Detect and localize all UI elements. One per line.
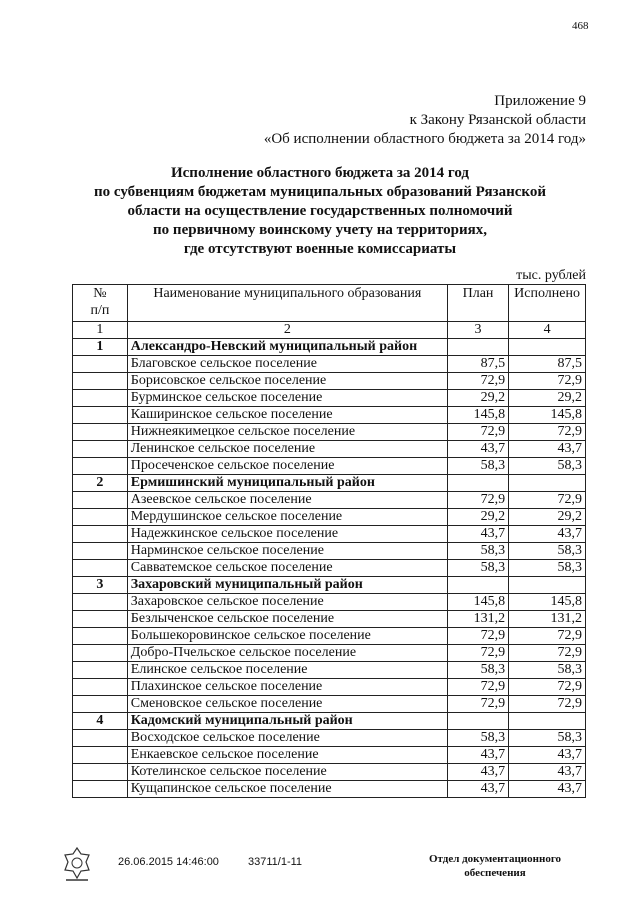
plan-value: 58,3 — [447, 730, 508, 747]
region-plan-empty — [447, 713, 508, 730]
done-value: 87,5 — [509, 356, 586, 373]
settlement-name: Восходское сельское поселение — [127, 730, 447, 747]
done-value: 72,9 — [509, 492, 586, 509]
table-row — [73, 747, 586, 764]
region-name: Александро-Невский муниципальный район — [127, 339, 447, 356]
row-number-empty — [73, 509, 128, 526]
region-plan-empty — [447, 577, 508, 594]
footer-dept-line-1: Отдел документационного — [428, 853, 562, 865]
row-number-empty — [73, 543, 128, 560]
settlement-name: Елинское сельское поселение — [127, 662, 447, 679]
row-number-empty — [73, 373, 128, 390]
title-line-1: Исполнение областного бюджета за 2014 год — [170, 165, 470, 181]
region-row — [73, 713, 586, 730]
header-num — [73, 285, 128, 322]
region-number: 1 — [73, 339, 128, 356]
plan-value: 145,8 — [447, 407, 508, 424]
table-row — [73, 662, 586, 679]
table-row — [73, 441, 586, 458]
header-num-line-1: № — [93, 286, 107, 301]
done-value: 43,7 — [509, 781, 586, 798]
plan-value: 58,3 — [447, 543, 508, 560]
plan-value: 29,2 — [447, 509, 508, 526]
plan-value: 72,9 — [447, 628, 508, 645]
region-done-empty — [509, 339, 586, 356]
plan-value: 43,7 — [447, 441, 508, 458]
row-number-empty — [73, 441, 128, 458]
settlement-name: Большекоровинское сельское поселение — [127, 628, 447, 645]
header-num-line-2: п/п — [90, 303, 110, 318]
table-row — [73, 458, 586, 475]
settlement-name: Каширинское сельское поселение — [127, 407, 447, 424]
done-value: 72,9 — [509, 628, 586, 645]
plan-value: 72,9 — [447, 492, 508, 509]
table-row — [73, 373, 586, 390]
settlement-name: Ленинское сельское поселение — [127, 441, 447, 458]
settlement-name: Добро-Пчельское сельское поселение — [127, 645, 447, 662]
region-number: 3 — [73, 577, 128, 594]
settlement-name: Савватемское сельское поселение — [127, 560, 447, 577]
region-done-empty — [509, 713, 586, 730]
plan-value: 43,7 — [447, 781, 508, 798]
table-row — [73, 390, 586, 407]
settlement-name: Просеченское сельское поселение — [127, 458, 447, 475]
row-number-empty — [73, 424, 128, 441]
settlement-name: Захаровское сельское поселение — [127, 594, 447, 611]
done-value: 58,3 — [509, 560, 586, 577]
plan-value: 72,9 — [447, 679, 508, 696]
settlement-name: Азеевское сельское поселение — [127, 492, 447, 509]
settlement-name: Сменовское сельское поселение — [127, 696, 447, 713]
row-number-empty — [73, 458, 128, 475]
settlement-name: Енкаевское сельское поселение — [127, 747, 447, 764]
header-name: Наименование муниципального образования — [127, 285, 447, 322]
appendix-line-3: «Об исполнении областного бюджета за 2014 год» — [263, 131, 586, 147]
row-number-empty — [73, 356, 128, 373]
row-number-empty — [73, 764, 128, 781]
column-index-row — [73, 322, 586, 339]
done-value: 72,9 — [509, 424, 586, 441]
done-value: 29,2 — [509, 509, 586, 526]
table-row — [73, 509, 586, 526]
done-value: 43,7 — [509, 747, 586, 764]
footer-department — [410, 852, 580, 880]
region-name: Кадомский муниципальный район — [127, 713, 447, 730]
appendix-line-2: к Закону Рязанской области — [409, 112, 586, 128]
done-value: 29,2 — [509, 390, 586, 407]
region-done-empty — [509, 475, 586, 492]
plan-value: 58,3 — [447, 560, 508, 577]
table-row — [73, 730, 586, 747]
settlement-name: Безлыченское сельское поселение — [127, 611, 447, 628]
title-line-3: области на осуществление государственных полномочий — [127, 203, 513, 219]
done-value: 72,9 — [509, 696, 586, 713]
settlement-name: Благовское сельское поселение — [127, 356, 447, 373]
footer-dept-line-2: обеспечения — [464, 867, 526, 879]
table-row — [73, 526, 586, 543]
plan-value: 43,7 — [447, 747, 508, 764]
row-number-empty — [73, 781, 128, 798]
row-number-empty — [73, 747, 128, 764]
plan-value: 58,3 — [447, 662, 508, 679]
row-number-empty — [73, 526, 128, 543]
appendix-block — [264, 92, 586, 149]
plan-value: 43,7 — [447, 526, 508, 543]
region-number: 4 — [73, 713, 128, 730]
table-row — [73, 424, 586, 441]
region-row — [73, 475, 586, 492]
budget-table — [72, 284, 586, 798]
settlement-name: Котелинское сельское поселение — [127, 764, 447, 781]
appendix-line-1: Приложение 9 — [494, 93, 586, 109]
table-row — [73, 594, 586, 611]
region-done-empty — [509, 577, 586, 594]
index-cell: 2 — [127, 322, 447, 339]
title-line-2: по субвенциям бюджетам муниципальных образований Рязанской — [94, 184, 546, 200]
row-number-empty — [73, 594, 128, 611]
table-row — [73, 628, 586, 645]
plan-value: 145,8 — [447, 594, 508, 611]
table-row — [73, 611, 586, 628]
row-number-empty — [73, 696, 128, 713]
row-number-empty — [73, 560, 128, 577]
table-row — [73, 679, 586, 696]
done-value: 145,8 — [509, 407, 586, 424]
settlement-name: Мердушинское сельское поселение — [127, 509, 447, 526]
row-number-empty — [73, 390, 128, 407]
plan-value: 43,7 — [447, 764, 508, 781]
index-cell: 4 — [509, 322, 586, 339]
region-plan-empty — [447, 339, 508, 356]
settlement-name: Нижнеякимецкое сельское поселение — [127, 424, 447, 441]
table-row — [73, 764, 586, 781]
plan-value: 58,3 — [447, 458, 508, 475]
done-value: 72,9 — [509, 645, 586, 662]
emblem-icon — [62, 846, 92, 882]
row-number-empty — [73, 645, 128, 662]
table-row — [73, 543, 586, 560]
title-line-4: по первичному воинскому учету на территориях, — [153, 222, 487, 238]
done-value: 58,3 — [509, 662, 586, 679]
title-line-5: где отсутствуют военные комиссариаты — [183, 241, 457, 257]
index-cell: 3 — [447, 322, 508, 339]
region-name: Ермишинский муниципальный район — [127, 475, 447, 492]
settlement-name: Борисовское сельское поселение — [127, 373, 447, 390]
table-row — [73, 645, 586, 662]
page-number: 468 — [572, 20, 589, 32]
settlement-name: Бурминское сельское поселение — [127, 390, 447, 407]
plan-value: 72,9 — [447, 645, 508, 662]
row-number-empty — [73, 679, 128, 696]
plan-value: 29,2 — [447, 390, 508, 407]
table-row — [73, 696, 586, 713]
row-number-empty — [73, 730, 128, 747]
done-value: 43,7 — [509, 441, 586, 458]
table-header-row — [73, 285, 586, 322]
header-done: Исполнено — [509, 285, 586, 322]
plan-value: 87,5 — [447, 356, 508, 373]
region-plan-empty — [447, 475, 508, 492]
plan-value: 72,9 — [447, 424, 508, 441]
document-title — [60, 164, 580, 259]
row-number-empty — [73, 407, 128, 424]
settlement-name: Плахинское сельское поселение — [127, 679, 447, 696]
done-value: 131,2 — [509, 611, 586, 628]
table-row — [73, 407, 586, 424]
settlement-name: Нарминское сельское поселение — [127, 543, 447, 560]
region-row — [73, 577, 586, 594]
done-value: 145,8 — [509, 594, 586, 611]
footer-datetime: 26.06.2015 14:46:00 — [118, 856, 219, 868]
done-value: 72,9 — [509, 679, 586, 696]
table-row — [73, 492, 586, 509]
table-row — [73, 356, 586, 373]
settlement-name: Надежкинское сельское поселение — [127, 526, 447, 543]
plan-value: 131,2 — [447, 611, 508, 628]
table-row — [73, 560, 586, 577]
done-value: 72,9 — [509, 373, 586, 390]
plan-value: 72,9 — [447, 696, 508, 713]
units-label: тыс. рублей — [516, 268, 586, 283]
plan-value: 72,9 — [447, 373, 508, 390]
done-value: 58,3 — [509, 458, 586, 475]
region-row — [73, 339, 586, 356]
settlement-name: Кущапинское сельское поселение — [127, 781, 447, 798]
index-cell: 1 — [73, 322, 128, 339]
footer-doc-id: 33711/1-11 — [248, 856, 303, 868]
row-number-empty — [73, 611, 128, 628]
row-number-empty — [73, 628, 128, 645]
header-plan: План — [447, 285, 508, 322]
row-number-empty — [73, 492, 128, 509]
done-value: 58,3 — [509, 730, 586, 747]
row-number-empty — [73, 662, 128, 679]
done-value: 58,3 — [509, 543, 586, 560]
table-row — [73, 781, 586, 798]
done-value: 43,7 — [509, 764, 586, 781]
done-value: 43,7 — [509, 526, 586, 543]
region-name: Захаровский муниципальный район — [127, 577, 447, 594]
region-number: 2 — [73, 475, 128, 492]
